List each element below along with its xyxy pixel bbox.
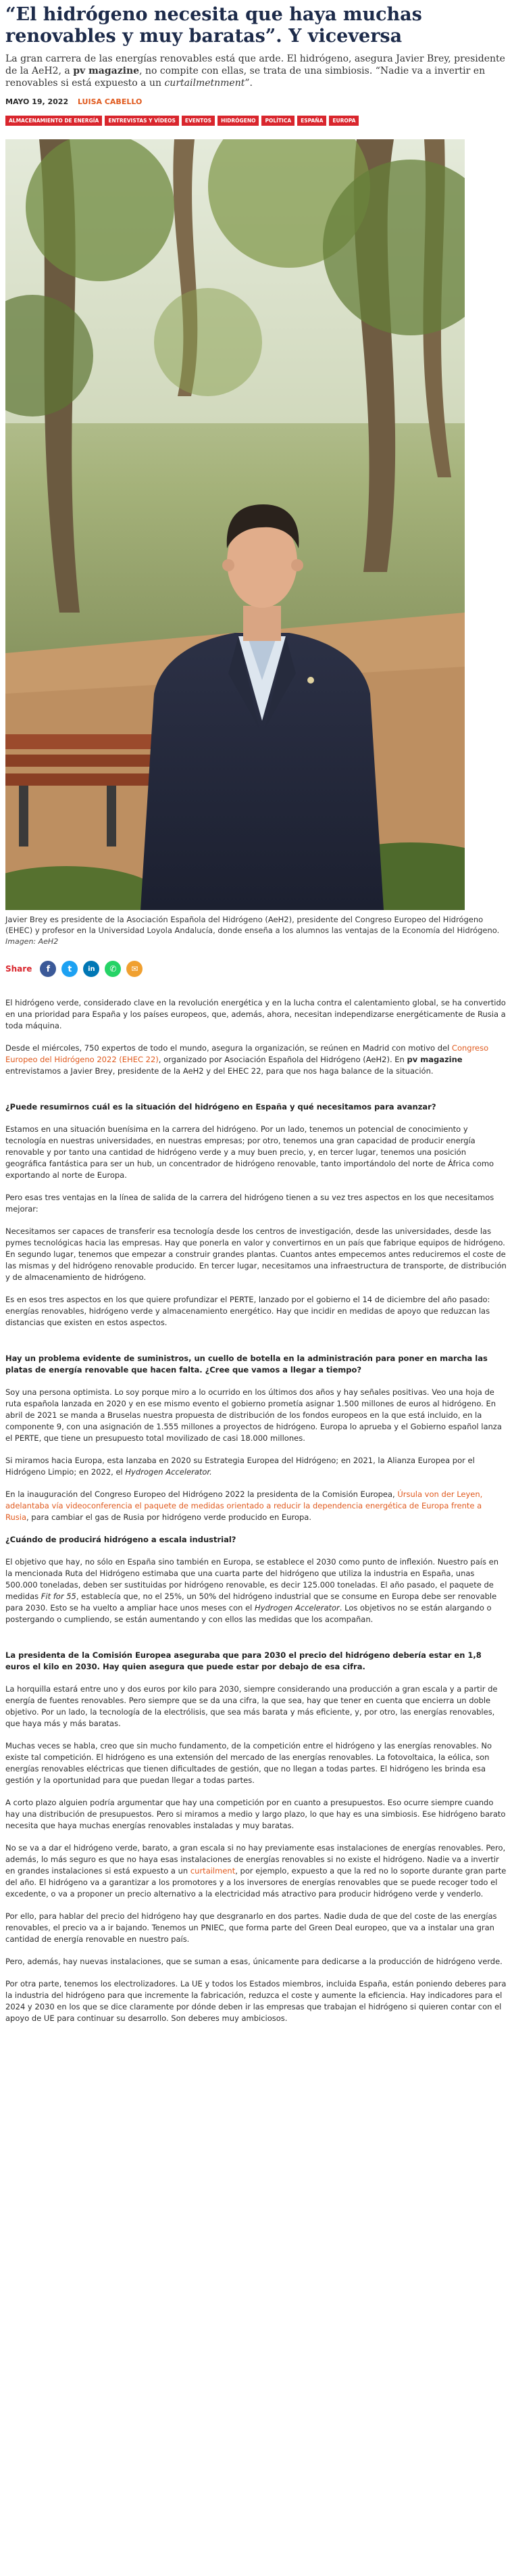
tag[interactable]: EVENTOS xyxy=(182,116,215,126)
tag[interactable]: ALMACENAMIENTO DE ENERGÍA xyxy=(5,116,102,126)
whatsapp-icon[interactable]: ✆ xyxy=(105,961,121,977)
portrait-image xyxy=(5,139,465,910)
twitter-icon[interactable]: t xyxy=(61,961,78,977)
tag[interactable]: POLÍTICA xyxy=(261,116,295,126)
paragraph: A corto plazo alguien podría argumentar que hay una competición por en cuanto a presupuestos. Eso ocurre siempre cuando hay una distribución de presupuestos. Pero si miramos a medio y largo plazo, lo que hay es una simbiosis. Ese hidrógeno barato necesita que haya muchas energías renovables instaladas y muy baratas. xyxy=(5,1798,506,1830)
author-link[interactable]: LUISA CABELLO xyxy=(77,97,143,106)
tag[interactable]: ENTREVISTAS Y VÍDEOS xyxy=(105,116,179,126)
interview-question: Hay un problema evidente de suministros, un cuello de botella en la administración para poner en marcha las platas de energía renovable que hacen falta. ¿Cree que vamos a llegar a tiempo? xyxy=(5,1354,488,1375)
facebook-icon[interactable]: f xyxy=(40,961,56,977)
paragraph: Muchas veces se habla, creo que sin mucho fundamento, de la competición entre el hidrógeno y las energías renovables. No existe tal competición. El hidrógeno es una extensión del mercado de las energías renovables. La fotovoltaica, la eólica, son energías renovables eléctricas que tienen dificultades de gestión, que no llegan a todas partes. El hidrógeno les brinda esa gestión y la oportunidad para que puedan llegar a todas partes. xyxy=(5,1741,492,1785)
paragraph: Estamos en una situación buenísima en la carrera del hidrógeno. Por un lado, tenemos un potencial de conocimiento y tecnología en nuestras universidades, en nuestras empresas; por otro, tenemos una gran capacidad de producir energía renovable y por tanto una cantidad de hidrógeno verde y a muy buen precio, y, en tercer lugar, tenemos una posición geográfica fantástica para ser un hub, un concentrador de hidrógeno renovable, tanto importándolo del norte de África como exportando al norte de Europa. xyxy=(5,1124,494,1180)
share-label: Share xyxy=(5,964,32,974)
paragraph: Necesitamos ser capaces de transferir esa tecnología desde los centros de investigación, desde las universidades, desde las pymes tecnológicas hacia las empresas. Hay que ponerla en valor y convertirnos en un país que fabrique equipos de hidrógeno. En segundo lugar, tenemos que empezar a construir grandes plantas. Cuantos antes empecemos antes reduciremos el coste de las mismas y del hidrógeno renovable producido. En tercer lugar, necesitamos una infraestructura de transporte, de distribución y de almacenamiento de hidrógeno. xyxy=(5,1226,507,1282)
paragraph: La horquilla estará entre uno y dos euros por kilo para 2030, siempre considerando una producción a gran escala y a partir de energía de fuentes renovables. Pero siempre que se da una cifra, la que sea, hay que tener en cuenta que encierra un doble objetivo. Por un lado, la tecnología de la electrólisis, que sea más barata y más eficiente, y, por otro, las energías renovables, que haya más y más baratas. xyxy=(5,1684,498,1728)
article-meta xyxy=(5,97,507,106)
paragraph: Pero esas tres ventajas en la línea de salida de la carrera del hidrógeno tienen a su vez tres aspectos en los que necesitamos mejorar: xyxy=(5,1193,494,1214)
von-der-leyen-link[interactable]: Úrsula von der Leyen, adelantaba vía videoconferencia el paquete de medidas orientado a reducir la dependencia energética de Europa frente a Rusia xyxy=(5,1489,483,1522)
article-body xyxy=(5,997,507,2024)
paragraph: Por ello, para hablar del precio del hidrógeno hay que desgranarlo en dos partes. Nadie duda de que del coste de las energías renovables, el precio va a ir bajando. Tenemos un PNIEC, que forma parte del Green Deal europeo, que va a instalar una gran cantidad de energía renovable en nuestro país. xyxy=(5,1911,497,1944)
article-title: “El hidrógeno necesita que haya muchas renovables y muy baratas”. Y viceversa xyxy=(5,4,422,47)
linkedin-icon[interactable]: in xyxy=(83,961,99,977)
paragraph: El objetivo que hay, no sólo en España sino también en Europa, se establece el 2030 como punto de inflexión. Nuestro país en la mencionada Ruta del Hidrógeno estimaba que una cuarta parte del hidrógeno que utiliza la industria en España, unas 500.000 toneladas, deben ser sustituidas por hidrógeno renovable, es decir 125.000 toneladas. El año pasado, el paquete de medidas Fit for 55, establecía que, no el 25%, un 50% del hidrógeno industrial que se consume en Europa debe ser renovable para 2030. Esto se ha vuelto a ampliar hace unos meses con el Hydrogen Accelerator. Los objetivos no se están alargando o postergando o cumpliendo, se están aumentando y con ellos las medidas que los acompañan. xyxy=(5,1557,498,1624)
photo-credit: Imagen: AeH2 xyxy=(5,937,59,946)
curtailment-link[interactable]: curtailment xyxy=(190,1866,236,1876)
paragraph: No se va a dar el hidrógeno verde, barato, a gran escala si no hay previamente esas instalaciones de energías renovables. Pero, además, lo más seguro es que no haya esas instalaciones de energías renovables si no existe el hidrógeno. Nadie va a invertir en grandes instalaciones si está expuesto a un curtailment, por ejemplo, expuesto a que la red no lo soporte durante gran parte del año. El hidrógeno va a garantizar a los promotores y a los inversores de energías renovables que se puede recoger todo el excedente, o va a proponer un precio alternativo a la electricidad más atractivo para producir hidrógeno verde y venderlo. xyxy=(5,1843,507,1899)
interview-question: La presidenta de la Comisión Europea aseguraba que para 2030 el precio del hidrógeno debería estar en 1,8 euros el kilo en 2030. Hay quien asegura que puede estar por debajo de esa cifra. xyxy=(5,1650,482,1671)
tag[interactable]: HIDRÓGENO xyxy=(217,116,259,126)
paragraph: Soy una persona optimista. Lo soy porque miro a lo ocurrido en los últimos dos años y hay señales positivas. Veo una hoja de ruta española lanzada en 2020 y en ese mismo evento el gobierno prometía asignar 1.500 millones de euros al hidrógeno. En abril de 2021 se manda a Bruselas nuestra propuesta de distribución de los fondos europeos en la que está incluido, en la componente 9, con una asignación de 1.555 millones a proyectos de hidrógeno. Europa lo aprueba y el Gobierno español lanza el PERTE, que tiene un presupuesto total movilizado de casi 18.000 millones. xyxy=(5,1387,502,1443)
paragraph: En la inauguración del Congreso Europeo del Hidrógeno 2022 la presidenta de la Comisión Europea, Úrsula von der Leyen, adelantaba vía videoconferencia el paquete de medidas orientado a reducir la dependencia energética de Europa frente a Rusia, para cambiar el gas de Rusia por hidrógeno verde producido en Europa. xyxy=(5,1489,483,1522)
hero-photo xyxy=(5,139,465,910)
email-icon[interactable]: ✉ xyxy=(126,961,143,977)
paragraph: Si miramos hacia Europa, esta lanzaba en 2020 su Estrategia Europea del Hidrógeno; en 2021, la Alianza Europea por el Hidrógeno Limpio; en 2022, el Hydrogen Accelerator. xyxy=(5,1456,475,1477)
tag[interactable]: ESPAÑA xyxy=(297,116,326,126)
interview-question: ¿Puede resumirnos cuál es la situación del hidrógeno en España y qué necesitamos para avanzar? xyxy=(5,1102,436,1112)
article-date: MAYO 19, 2022 xyxy=(5,97,69,106)
ehec-link[interactable]: Congreso Europeo del Hidrógeno 2022 (EHEC 22) xyxy=(5,1043,489,1064)
paragraph: Por otra parte, tenemos los electrolizadores. La UE y todos los Estados miembros, incluida España, están poniendo deberes para la industria del hidrógeno para que incremente la fabricación, reduzca el coste y aumente la eficiencia. Hay indicadores para el 2024 y 2030 en los que se dice claramente por dónde deben ir las empresas que trabajan el hidrógeno si quieren contar con el apoyo de UE para continuar su desarrollo. Son deberes muy ambiciosos. xyxy=(5,1979,507,2023)
paragraph: Pero, además, hay nuevas instalaciones, que se suman a esas, únicamente para dedicarse a la producción de hidrógeno verde. xyxy=(5,1957,503,1966)
share-bar xyxy=(5,961,507,977)
interview-question: ¿Cuándo de producirá hidrógeno a escala industrial? xyxy=(5,1535,236,1544)
article-lead: La gran carrera de las energías renovables está que arde. El hidrógeno, asegura Javier Brey, presidente de la AeH2, a pv magazine, no compite con ellas, se trata de una simbiosis. “Nadie va a invertir en renovables si está expuesto a un curtailmetnment”. xyxy=(5,53,505,89)
photo-caption: Javier Brey es presidente de la Asociación Española del Hidrógeno (AeH2), presidente del Congreso Europeo del Hidrógeno (EHEC) y profesor en la Universidad Loyola Andalucía, donde enseña a los alumnos las ventajas de la Economía del Hidrógeno. xyxy=(5,915,500,935)
paragraph: Desde el miércoles, 750 expertos de todo el mundo, asegura la organización, se reúnen en Madrid con motivo del Congreso Europeo del Hidrógeno 2022 (EHEC 22), organizado por Asociación Española del Hidrógeno (AeH2). En pv magazine entrevistamos a Javier Brey, presidente de la AeH2 y del EHEC 22, para que nos haga balance de la situación. xyxy=(5,1043,489,1076)
tag-list xyxy=(5,116,507,126)
paragraph: Es en esos tres aspectos en los que quiere profundizar el PERTE, lanzado por el gobierno el 14 de diciembre del año pasado: energías renovables, hidrógeno verde y almacenamiento energético. Hay que incidir en medidas de apoyo que reduzcan las distancias que existen en estos aspectos. xyxy=(5,1295,490,1327)
tag[interactable]: EUROPA xyxy=(329,116,359,126)
paragraph: El hidrógeno verde, considerado clave en la revolución energética y en la lucha contra el calentamiento global, se ha convertido en una prioridad para España y los países europeos, que, además, ahora, necesitan independizarse energéticamente de Rusia a toda máquina. xyxy=(5,998,506,1030)
